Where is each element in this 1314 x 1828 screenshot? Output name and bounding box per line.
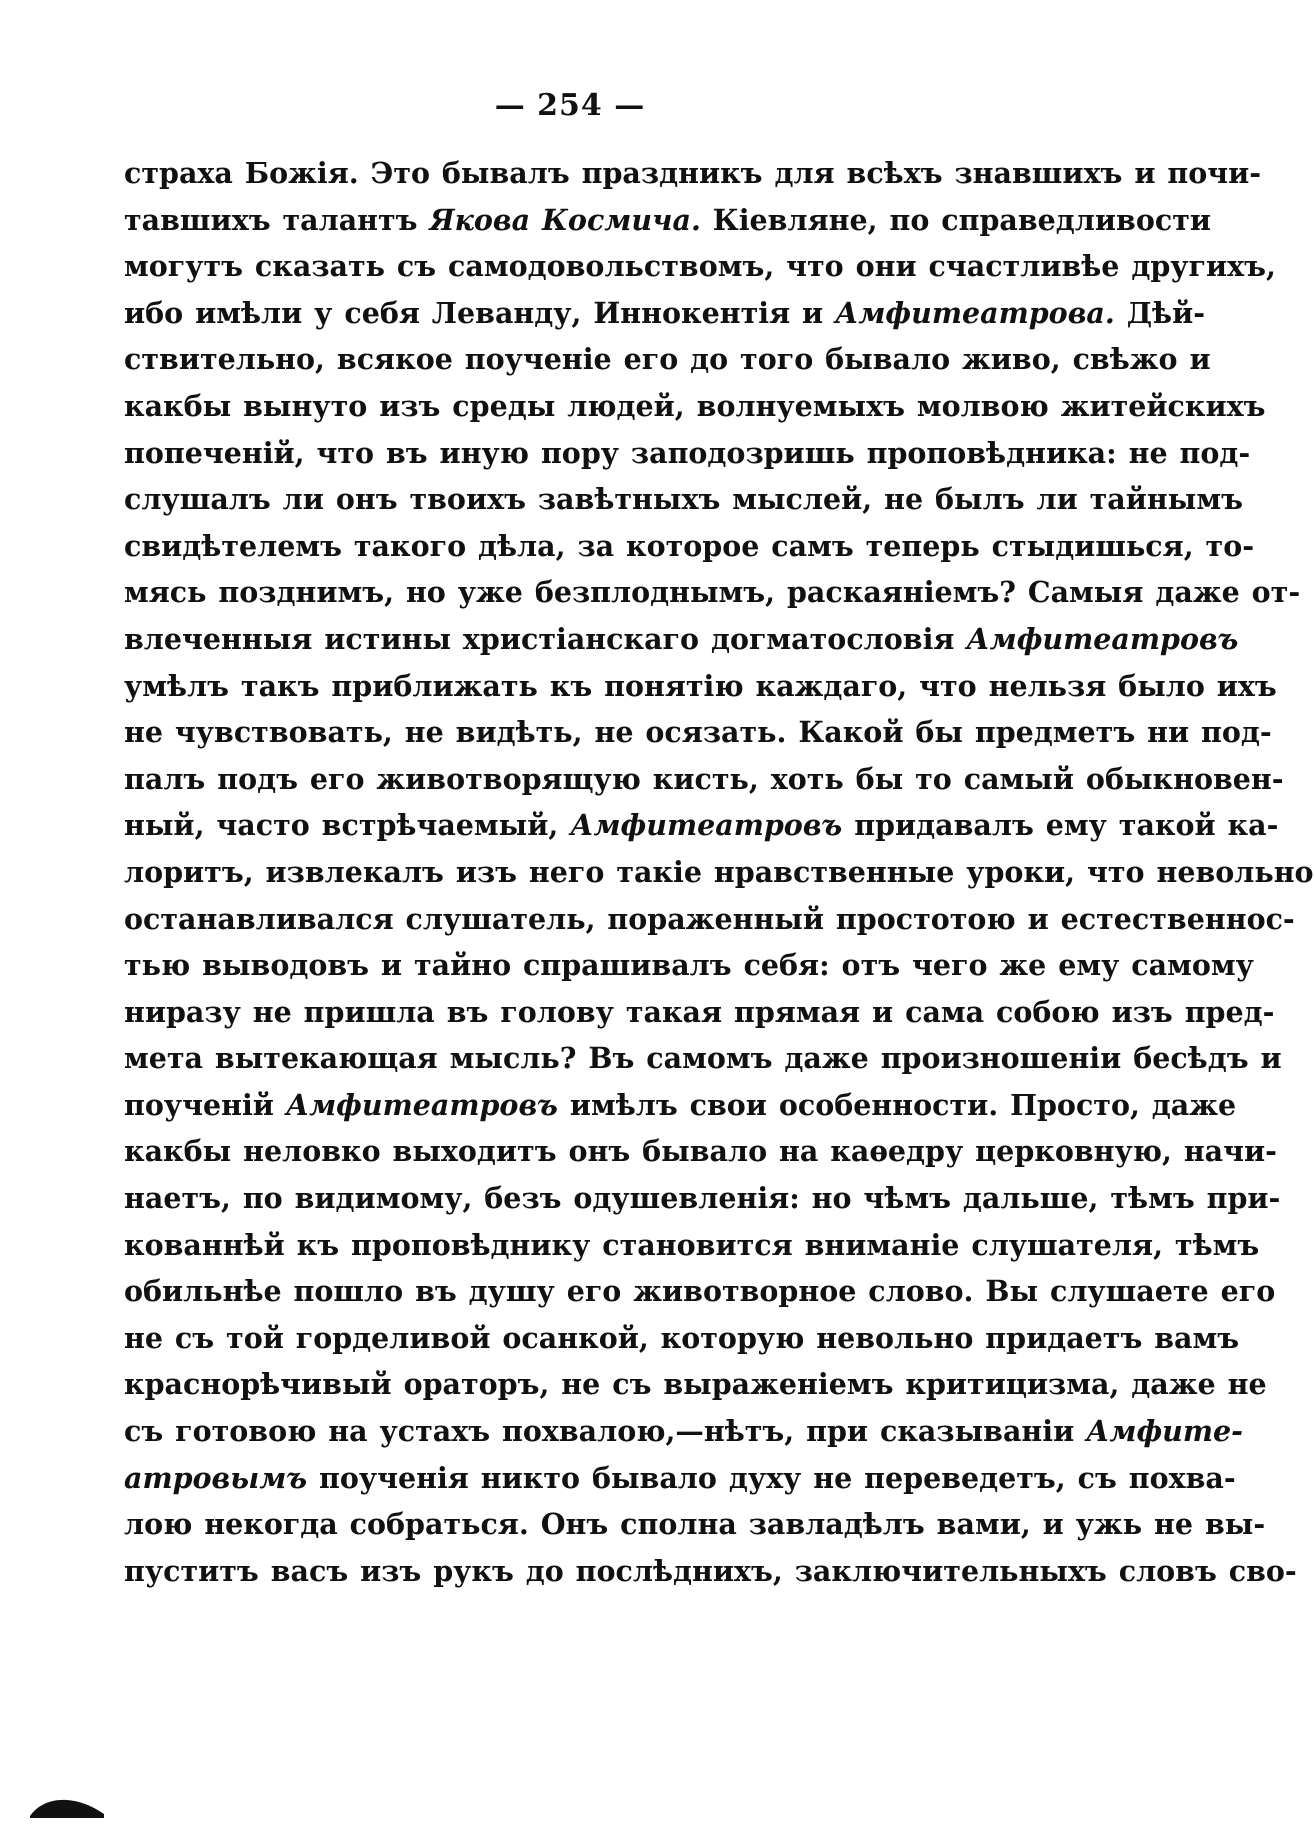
text-line — [124, 290, 1206, 337]
text-line — [124, 1175, 1281, 1222]
text-run: тью выводовъ и тайно спрашивалъ себя: отъ чего же ему самому — [124, 948, 1254, 983]
text-run: Дѣй- — [1114, 295, 1206, 330]
text-run: какбы вынуто изъ среды людей, волнуемыхъ молвою житейскихъ — [124, 388, 1266, 423]
text-line — [124, 1315, 1240, 1362]
text-line — [124, 896, 1295, 943]
text-run: палъ подъ его животворящую кисть, хоть бы то самый обыкновен- — [124, 761, 1284, 796]
text-line — [124, 430, 1251, 477]
text-run: могутъ сказать съ самодовольствомъ, что они счастливѣе другихъ, — [124, 249, 1276, 284]
text-line — [124, 1268, 1276, 1315]
text-run: тавшихъ талантъ — [124, 202, 430, 237]
text-line — [124, 476, 1243, 523]
text-line — [124, 197, 1211, 244]
text-line — [124, 336, 1211, 383]
text-run: не чувствовать, не видѣть, не осязать. Какой бы предметъ ни под- — [124, 715, 1272, 750]
text-line — [124, 1548, 1297, 1595]
text-line — [124, 1222, 1260, 1269]
text-run: краснорѣчивый ораторъ, не съ выраженіемъ критицизма, даже не — [124, 1367, 1267, 1402]
text-line — [124, 1035, 1282, 1082]
text-line — [124, 616, 1239, 663]
text-line — [124, 756, 1284, 803]
text-run: пуститъ васъ изъ рукъ до послѣднихъ, заключительныхъ словъ сво- — [124, 1553, 1297, 1588]
text-line — [124, 942, 1254, 989]
italic-name: Амфитеатровъ — [570, 808, 843, 843]
ink-mark-ornament — [28, 1788, 108, 1818]
body-text — [124, 150, 1314, 1594]
text-run: попеченій, что въ иную пору заподозришь проповѣдника: не под- — [124, 435, 1251, 470]
italic-name: атровымъ — [124, 1460, 308, 1495]
text-line — [124, 243, 1276, 290]
text-run: страха Божія. Это бывалъ праздникъ для всѣхъ знавшихъ и почи- — [124, 156, 1262, 190]
text-run: ибо имѣли у себя Леванду, Иннокентія и — [124, 295, 836, 330]
text-run: имѣлъ свои особенности. Просто, даже — [557, 1087, 1237, 1122]
text-line — [124, 1082, 1237, 1129]
text-run: поученій — [124, 1087, 286, 1122]
text-run: влеченныя истины христіанскаго догматословія — [124, 621, 967, 656]
text-line — [124, 802, 1279, 849]
text-run: ниразу не пришла въ голову такая прямая и сама собою изъ пред- — [124, 994, 1275, 1029]
text-run: мясь позднимъ, но уже безплоднымъ, раскаяніемъ? Самыя даже от- — [124, 575, 1301, 610]
italic-name: Амфитеатровъ — [966, 621, 1239, 656]
text-run: обильнѣе пошло въ душу его животворное слово. Вы слушаете его — [124, 1274, 1276, 1309]
text-line — [124, 1501, 1266, 1548]
text-run: Кіевляне, по справедливости — [700, 202, 1211, 237]
text-run: свидѣтелемъ такого дѣла, за которое самъ теперь стыдишься, то- — [124, 528, 1255, 563]
text-run: слушалъ ли онъ твоихъ завѣтныхъ мыслей, не былъ ли тайнымъ — [124, 482, 1243, 517]
text-run: мета вытекающая мысль? Въ самомъ даже произношеніи бесѣдъ и — [124, 1041, 1282, 1076]
text-run: наетъ, по видимому, безъ одушевленія: но чѣмъ дальше, тѣмъ при- — [124, 1181, 1281, 1216]
text-run: ствительно, всякое поученіе его до того бывало живо, свѣжо и — [124, 342, 1211, 377]
text-run: лою некогда собраться. Онъ сполна завладѣлъ вами, и ужь не вы- — [124, 1507, 1266, 1542]
text-line — [124, 1361, 1267, 1408]
text-run: какбы неловко выходитъ онъ бывало на каѳедру церковную, начи- — [124, 1134, 1277, 1169]
text-line — [124, 709, 1272, 756]
text-run: придавалъ ему такой ка- — [842, 808, 1279, 843]
text-line — [124, 383, 1266, 430]
text-run: съ готовою на устахъ похвалою,—нѣтъ, при сказываніи — [124, 1414, 1087, 1449]
text-line — [124, 1455, 1236, 1502]
italic-name: Якова Космича. — [429, 202, 701, 237]
text-line — [124, 989, 1275, 1036]
text-run: поученія никто бывало духу не переведетъ, съ похва- — [307, 1460, 1236, 1495]
page-number: — 254 — — [494, 88, 646, 123]
italic-name: Амфитеатровъ — [285, 1087, 558, 1122]
text-line — [124, 150, 1262, 197]
text-run: лоритъ, извлекалъ изъ него такіе нравственные уроки, что невольно — [124, 854, 1314, 889]
text-line — [124, 663, 1277, 710]
text-run: ный, часто встрѣчаемый, — [124, 808, 571, 843]
italic-name: Амфите- — [1086, 1414, 1244, 1449]
text-line — [124, 849, 1314, 896]
text-run: кованнѣй къ проповѣднику становится вниманіе слушателя, тѣмъ — [124, 1227, 1260, 1262]
italic-name: Амфитеатрова. — [835, 295, 1115, 330]
text-line — [124, 1408, 1244, 1455]
text-run: умѣлъ такъ приближать къ понятію каждаго, что нельзя было ихъ — [124, 668, 1277, 703]
text-run: останавливался слушатель, пораженный простотою и естественнос- — [124, 901, 1295, 936]
text-line — [124, 523, 1255, 570]
text-line — [124, 569, 1301, 616]
text-run: не съ той горделивой осанкой, которую невольно придаетъ вамъ — [124, 1320, 1240, 1355]
text-line — [124, 1128, 1277, 1175]
